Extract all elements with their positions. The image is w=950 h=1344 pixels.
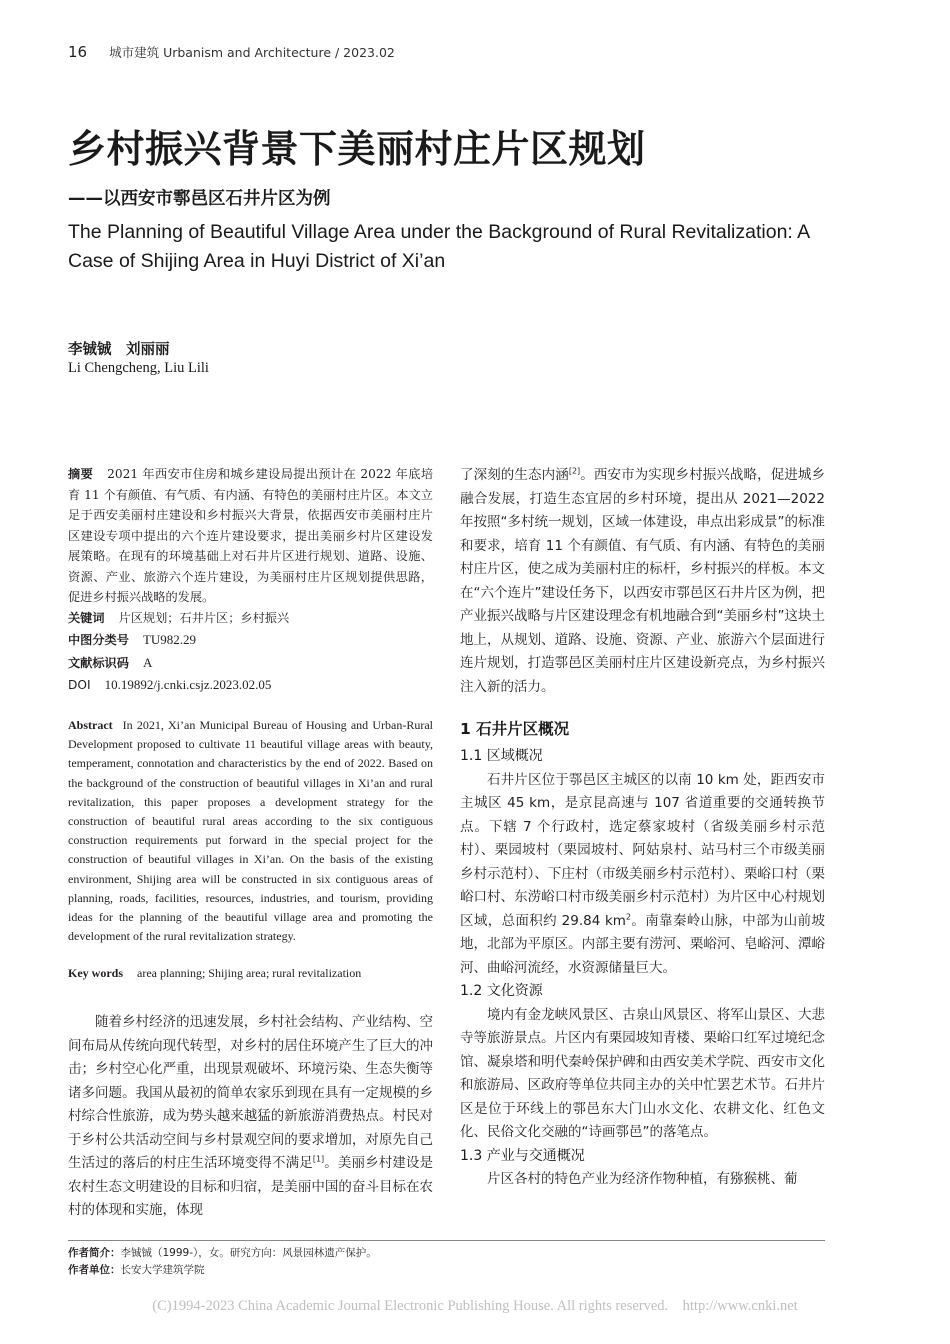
intro-cont-text-2: 。西安市为实现乡村振兴战略，促进城乡融合发展，打造生态宜居的乡村环境，提出从 2021—2022 年按照“多村统一规划，区域一体建设，串点出彩成景”的标准和要求，培育 11 个有颜值、有气质、有内涵、有特色的美丽村庄片区，使之成为美丽村庄的标杆，乡村振兴的样板。本文在“六个连片”建设任务下，以西安市鄠邑区石井片区为例，把产业振兴战略与片区建设理念有机地融合到“美丽乡村”这块土地上，从规划、道路、设施、资源、产业、旅游六个层面进行连片规划，打造鄠邑区美丽村庄片区建设新亮点，为乡村振兴注入新的活力。	[460, 467, 826, 695]
abstract-cn-block	[68, 464, 433, 697]
intro-cont-text-1: 了深刻的生态内涵	[460, 467, 569, 483]
intro-text-1: 随着乡村经济的迅速发展，乡村社会结构、产业结构、空间布局从传统向现代转型，对乡村的居住环境产生了巨大的冲击；乡村空心化严重，出现景观破坏、环境污染、生态失衡等诸多问题。我国从最初的简单农家乐到现在具有一定规模的乡村综合性旅游，成为势头越来越猛的新旅游消费热点。村民对于乡村公共活动空间与乡村景观空间的要求增加，对原先自己生活过的落后的村庄生活环境变得不满足	[68, 1014, 433, 1171]
author-intro-text: 李铖铖（1999-），女。研究方向：风景园林遗产保护。	[120, 1247, 377, 1259]
document-code-label: 文献标识码	[68, 655, 129, 670]
abstract-en-text: In 2021, Xi’an Municipal Bureau of Housing and Urban-Rural Development proposed to cultivate 11 beautiful village areas with beauty, temperament, connotation and characteristics by the end of 2022. Based on the background of the construction of beautiful villages in Xi’an and rural revitalization, this paper proposes a development strategy for the construction of beautiful rural areas according to the six contiguous construction requirements put forward in the special project for the construction of beautiful villages in Xi’an. On the basis of the existing environment, Shijing area will be constructed in six contiguous areas of planning, roads, facilities, resources, industries, and tourism, providing ideas for the planning of the beautiful village area and promoting the development of the rural revitalization strategy.	[68, 718, 433, 944]
keywords-en-value: area planning; Shijing area; rural revitalization	[137, 966, 362, 980]
article-title-en: The Planning of Beautiful Village Area under the Background of Rural Revitalization: A Case of Shijing Area in Huyi District of Xi’an	[68, 221, 810, 272]
article-subtitle: ——以西安市鄠邑区石井片区为例	[68, 189, 331, 209]
section-1-1-text	[460, 769, 825, 981]
section-1-3-text: 片区各村的特色产业为经济作物种植，有猕猴桃、葡	[487, 1171, 798, 1187]
footnote-divider	[68, 1240, 825, 1241]
citation-ref-2[interactable]: [2]	[568, 466, 581, 476]
document-code-value: A	[142, 654, 153, 670]
author-intro-label: 作者简介：	[68, 1247, 121, 1259]
intro-text-2: 。美丽乡村建设是农村生态文明建设的目标和归宿，是美丽中国的奋斗目标在农村的体现和实施，体现	[68, 1155, 434, 1218]
keywords-value: 片区规划；石井片区；乡村振兴	[118, 610, 290, 625]
copyright-watermark: (C)1994-2023 China Academic Journal Electronic Publishing House. All rights reserved. http://www.cnki.net	[152, 1298, 798, 1314]
authors: 李铖铖 刘丽丽	[68, 342, 170, 358]
doi-value[interactable]: 10.19892/j.cnki.csjz.2023.02.05	[104, 677, 272, 692]
affiliation-label: 作者单位：	[68, 1264, 121, 1276]
affiliation-text: 长安大学建筑学院	[120, 1264, 205, 1276]
clc-label: 中图分类号	[68, 633, 129, 647]
section-1-1-text-a: 石井片区位于鄠邑区主城区的以南 10 km 处，距西安市主城区 45 km，是京昆高速与 107 省道重要的交通转换节点。下辖 7 个行政村，选定蔡家坡村（省级美丽乡村示范村）、栗园坡村（栗园坡村、阿姑泉村、站马村三个市级美丽乡村示范村）、下庄村（市级美丽乡村示范村）、栗峪口村（栗峪口村、东涝峪口村市级美丽乡村示范村）为片区中心村规划区域，总面积约 29.84 km	[460, 771, 825, 929]
section-1-2-heading: 1.2 文化资源	[460, 983, 543, 999]
clc-value: TU982.29	[142, 632, 197, 647]
keywords-en-label: Key words	[68, 966, 123, 980]
journal-name: 城市建筑 Urbanism and Architecture / 2023.02	[109, 45, 395, 60]
keywords-cn	[68, 608, 433, 630]
area-unit-superscript: 2	[625, 912, 632, 921]
right-column	[460, 464, 825, 1192]
section-1-1-text-b: 。南靠秦岭山脉，中部为山前坡地，北部为平原区。内部主要有涝河、栗峪河、皂峪河、潭峪河、曲峪河流经，水资源储量巨大。	[460, 912, 826, 976]
section-1-3-heading: 1.3 产业与交通概况	[460, 1147, 585, 1164]
page-number: 16	[68, 43, 88, 61]
abstract-en	[68, 716, 433, 946]
section-1-1-heading: 1.1 区域概况	[460, 748, 543, 764]
keywords-label: 关键词	[68, 610, 105, 625]
citation-ref-1[interactable]: [1]	[312, 1154, 325, 1164]
section-1-2-text: 境内有金龙峡风景区、古泉山风景区、将军山景区、大悲寺等旅游景点。片区内有栗园坡知青楼、栗峪口红军过境纪念馆、凝泉塔和明代秦岭保护碑和由西安美术学院、西安市文化和旅游局、区政府等单位共同主办的关中忙罢艺术节。石井片区是位于环线上的鄠邑东大门山水文化、农耕文化、红色文化、民俗文化交融的“诗画鄠邑”的落笔点。	[460, 1006, 825, 1140]
abstract-en-label: Abstract	[68, 718, 113, 732]
authors-en: Li Chengcheng, Liu Lili	[68, 360, 209, 376]
clc-number	[68, 629, 433, 652]
intro-continuation	[460, 464, 825, 699]
article-title: 乡村振兴背景下美丽村庄片区规划	[68, 127, 646, 171]
abstract-cn	[68, 464, 433, 608]
author-intro	[68, 1245, 377, 1261]
document-code	[68, 652, 433, 675]
intro-paragraph	[68, 1011, 433, 1223]
abstract-cn-text: 2021 年西安市住房和城乡建设局提出预计在 2022 年底培育 11 个有颜值、有气质、有内涵、有特色的美丽村庄片区。本文立足于西安美丽村庄建设和乡村振兴大背景，依据西安市美丽村庄片区建设专项中提出的六个连片建设要求，提出美丽乡村片区建设发展策略。在现有的环境基础上对石井片区进行规划、道路、设施、资源、产业、旅游六个连片建设，为美丽村庄片区规划提供思路，促进乡村振兴战略的发展。	[68, 467, 434, 604]
doi-label: DOI	[68, 678, 91, 692]
running-header	[68, 43, 395, 61]
keywords-en	[68, 966, 433, 981]
author-affiliation	[68, 1262, 205, 1278]
doi	[68, 674, 433, 697]
abstract-label: 摘要	[68, 467, 94, 481]
section-1-heading: 1 石井片区概况	[460, 720, 570, 738]
